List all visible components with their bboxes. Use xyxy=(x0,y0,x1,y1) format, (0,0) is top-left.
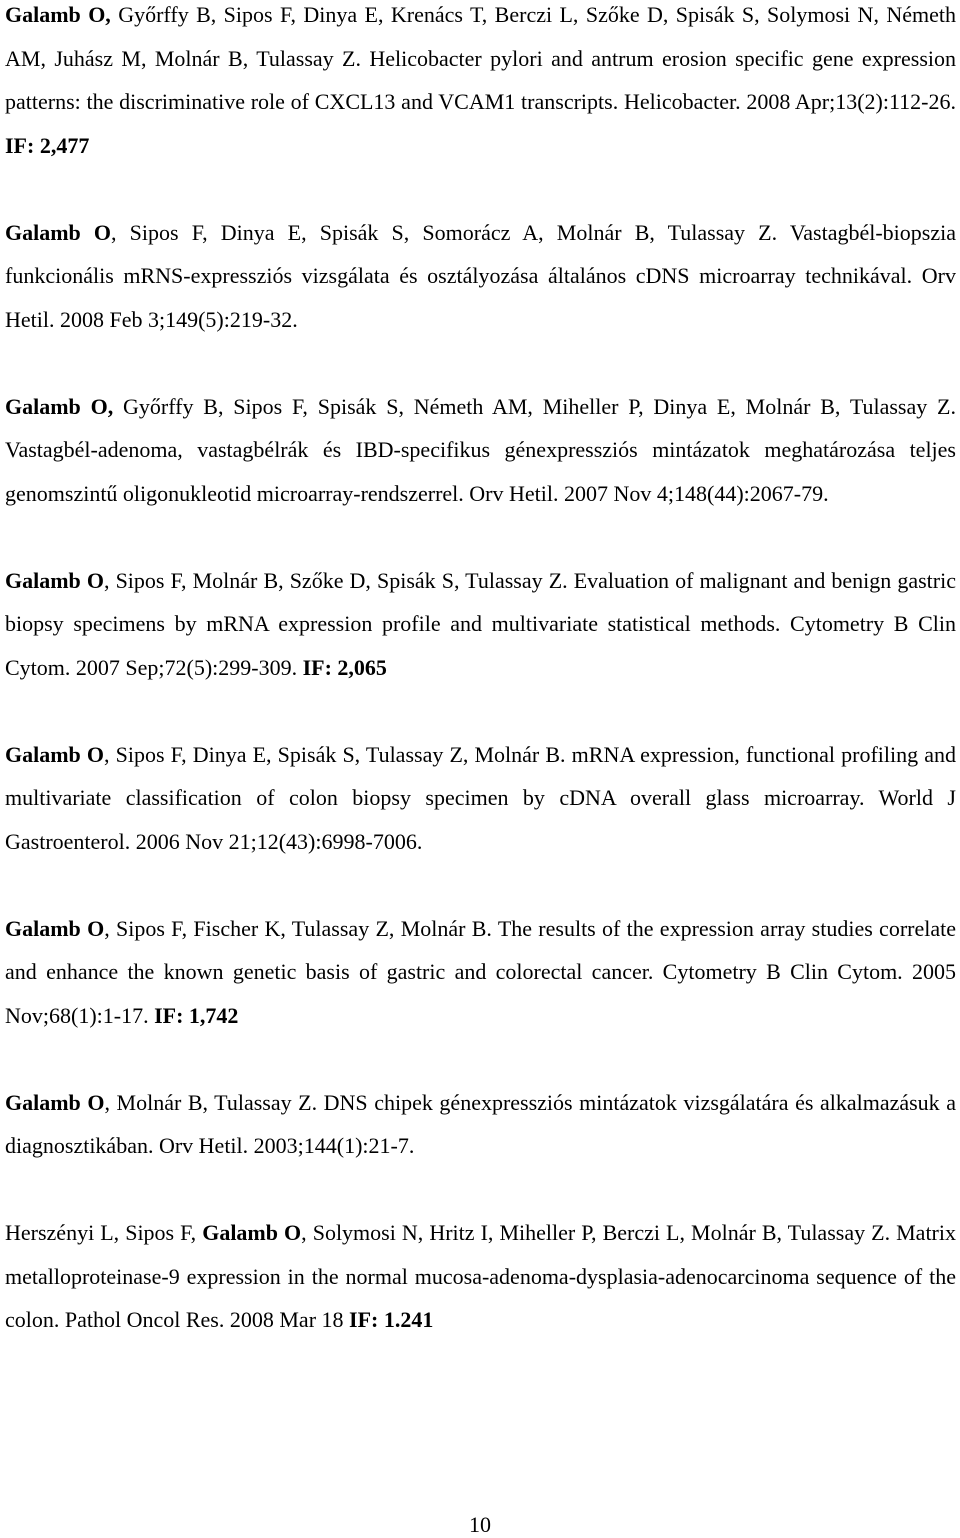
page-number: 10 xyxy=(469,1512,491,1537)
impact-factor: IF: 1,742 xyxy=(154,1002,239,1028)
author-bold: Galamb O xyxy=(5,219,112,245)
reference-text: , Sipos F, Fischer K, Tulassay Z, Molnár B. The results of the expression array studies correlate and enhance the known genetic basis of gastric and colorectal cancer. Cytometry B Clin Cytom. 2005 Nov;68(1):1-17. xyxy=(5,915,956,1028)
reference-text: , Sipos F, Molnár B, Szőke D, Spisák S, Tulassay Z. Evaluation of malignant and benign gastric biopsy specimens by mRNA expression profile and multivariate statistical methods. Cytometry B Clin Cytom. 2007 Sep;72(5):299-309. xyxy=(5,567,956,680)
reference-text: , Molnár B, Tulassay Z. DNS chipek génexpressziós mintázatok vizsgálatára és alkalmazásuk a diagnosztikában. Orv Hetil. 2003;144(1):21-7. xyxy=(5,1089,956,1158)
author-bold: Galamb O xyxy=(5,567,104,593)
impact-factor: IF: 1.241 xyxy=(349,1307,434,1332)
reference-text: , Sipos F, Dinya E, Spisák S, Somorácz A, Molnár B, Tulassay Z. Vastagbél-biopszia funkcionális mRNS-expressziós vizsgálata és osztályozása általános cDNS microarray technikával. Orv Hetil. 2008 Feb 3;149(5):219-32. xyxy=(5,219,956,332)
reference-text: , Solymosi N, Hritz I, Miheller P, Berczi L, Molnár B, Tulassay Z. Matrix metalloproteinase-9 expression in the normal mucosa-adenoma-dysplasia-adenocarcinoma sequence of the colon. Pathol Oncol Res. 2008 Mar 18 xyxy=(5,1220,956,1332)
author-bold: Galamb O, xyxy=(5,393,114,419)
reference-text: Győrffy B, Sipos F, Dinya E, Krenács T, Berczi L, Szőke D, Spisák S, Solymosi N, Németh AM, Juhász M, Molnár B, Tulassay Z. Helicobacter pylori and antrum erosion specific gene expression patterns: the discriminative role of CXCL13 and VCAM1 transcripts. Helicobacter. 2008 Apr;13(2):112-26. xyxy=(5,2,956,114)
reference-text: , Sipos F, Dinya E, Spisák S, Tulassay Z, Molnár B. mRNA expression, functional profiling and multivariate classification of colon biopsy specimen by cDNA overall glass microarray. World J Gastroenterol. 2006 Nov 21;12(43):6998-7006. xyxy=(5,741,956,854)
author-bold: Galamb O xyxy=(5,915,105,941)
reference-text: Herszényi L, Sipos F, xyxy=(5,1220,203,1245)
reference-item xyxy=(5,907,956,1038)
reference-item xyxy=(5,1211,956,1342)
author-bold: Galamb O xyxy=(5,1089,105,1115)
author-bold: Galamb O xyxy=(5,741,105,767)
impact-factor: IF: 2,477 xyxy=(5,132,90,158)
reference-item xyxy=(5,1081,956,1168)
reference-item xyxy=(5,385,956,516)
author-bold: Galamb O xyxy=(202,1220,302,1245)
reference-item xyxy=(5,733,956,864)
reference-item xyxy=(5,559,956,690)
reference-text: Győrffy B, Sipos F, Spisák S, Németh AM, Miheller P, Dinya E, Molnár B, Tulassay Z. Vastagbél-adenoma, vastagbélrák és IBD-specifikus génexpressziós mintázatok meghatározása teljes genomszintű oligonukleotid microarray-rendszerrel. Orv Hetil. 2007 Nov 4;148(44):2067-79. xyxy=(5,393,956,506)
author-bold: Galamb O, xyxy=(5,2,111,27)
impact-factor: IF: 2,065 xyxy=(302,654,387,680)
reference-list xyxy=(5,0,956,1385)
reference-item xyxy=(5,211,956,342)
reference-item xyxy=(5,0,956,167)
